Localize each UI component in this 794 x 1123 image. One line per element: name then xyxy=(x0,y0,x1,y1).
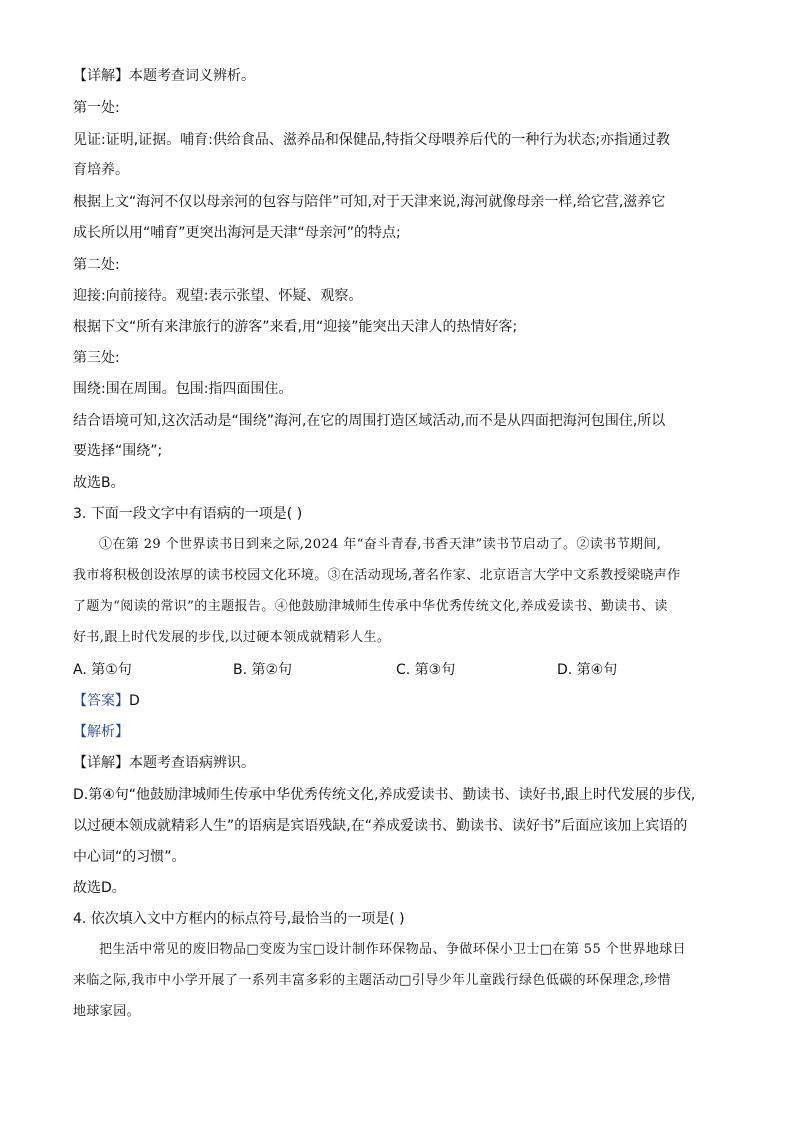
q2-final-choice: 故选B。 xyxy=(73,475,125,491)
q2-point1-label: 第一处: xyxy=(73,100,120,116)
q3-answer xyxy=(73,691,733,711)
q3-detail-heading: 【详解】本题考查语病辨识。 xyxy=(73,755,255,771)
q3-option-b: B. 第②句 xyxy=(233,662,293,678)
q2-point3-definition: 围绕:围在周围。包围:指四面围住。 xyxy=(73,381,293,397)
q4-passage-line2: 来临之际,我市中小学开展了一系列丰富多彩的主题活动□引导少年儿童践行绿色低碳的环保理念,珍惜 xyxy=(73,973,671,988)
q3-explanation-line2: 以过硬本领成就精彩人生”的语病是宾语残缺,在“养成爱读书、勤读书、读好书”后面应该加上宾语的 xyxy=(73,818,688,834)
q2-point1-definition-line2: 育培养。 xyxy=(73,162,129,178)
q3-passage-line3: 了题为“阅读的常识”的主题报告。④他鼓励津城师生传承中华优秀传统文化,养成爱读书、勤读书、读 xyxy=(73,599,668,614)
q3-analysis-tag: 【解析】 xyxy=(73,724,129,740)
q3-option-a: A. 第①句 xyxy=(73,662,132,678)
q2-point3-label: 第三处: xyxy=(73,350,120,366)
q2-point3-reason-line2: 要选择“围绕”; xyxy=(73,443,163,459)
q3-passage-line1: ①在第 29 个世界读书日到来之际,2024 年“奋斗青春,书香天津”读书节启动了。②读书节期间, xyxy=(99,537,662,552)
q3-explanation-line1: D.第④句“他鼓励津城师生传承中华优秀传统文化,养成爱读书、勤读书、读好书,跟上时代发展的步伐, xyxy=(73,787,696,803)
q4-stem: 4. 依次填入文中方框内的标点符号,最恰当的一项是( ) xyxy=(73,911,405,927)
q2-point2-definition: 迎接:向前接待。观望:表示张望、怀疑、观察。 xyxy=(73,288,363,304)
q3-stem: 3. 下面一段文字中有语病的一项是( ) xyxy=(73,506,303,522)
answer-tag: 【答案】 xyxy=(73,693,129,709)
q2-point1-definition-line1: 见证:证明,证据。哺育:供给食品、滋养品和保健品,特指父母喂养后代的一种行为状态;亦指通过教 xyxy=(73,132,671,148)
q2-point3-reason-line1: 结合语境可知,这次活动是“围绕”海河,在它的周围打造区域活动,而不是从四面把海河包围住,所以 xyxy=(73,413,666,429)
q3-passage-line4: 好书,跟上时代发展的步伐,以过硬本领成就精彩人生。 xyxy=(73,630,391,645)
q3-final-choice: 故选D。 xyxy=(73,880,126,896)
q3-passage-line2: 我市将积极创设浓厚的读书校园文化环境。③在活动现场,著名作家、北京语言大学中文系教授梁晓声作 xyxy=(73,568,681,583)
answer-value: D xyxy=(129,693,140,709)
q3-option-c: C. 第③句 xyxy=(396,662,456,678)
q4-passage-line1: 把生活中常见的废旧物品□变废为宝□设计制作环保物品、争做环保小卫士□在第 55 个世界地球日 xyxy=(99,942,687,957)
q2-point1-reason-line1: 根据上文“海河不仅以母亲河的包容与陪伴”可知,对于天津来说,海河就像母亲一样,给它营,滋养它 xyxy=(73,194,666,210)
q2-point1-reason-line2: 成长所以用“哺育”更突出海河是天津“母亲河”的特点; xyxy=(73,225,401,241)
q2-point2-reason: 根据下文“所有来津旅行的游客”来看,用“迎接”能突出天津人的热情好客; xyxy=(73,319,518,335)
q2-point2-label: 第二处: xyxy=(73,257,120,273)
q4-passage-line3: 地球家园。 xyxy=(73,1004,141,1019)
q3-option-d: D. 第④句 xyxy=(557,662,618,678)
q2-detail-heading: 【详解】本题考查词义辨析。 xyxy=(73,68,255,84)
q3-explanation-line3: 中心词“的习惯”。 xyxy=(73,849,186,865)
